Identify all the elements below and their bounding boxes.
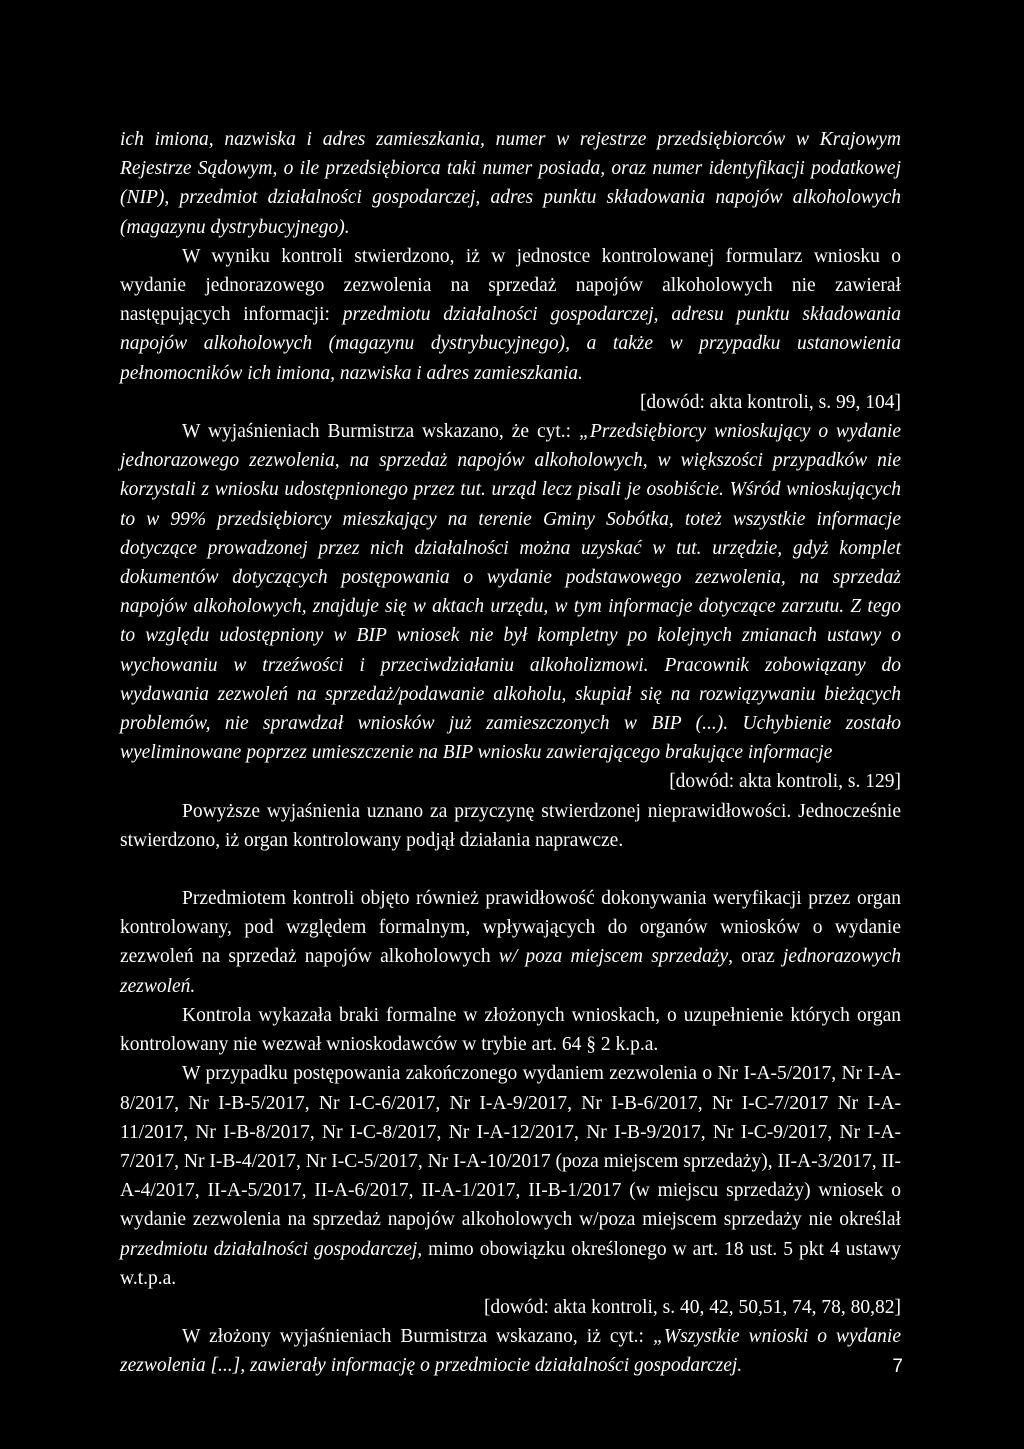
permit-list-text-2: , mimo obowiązku określonego w art. 18 ust. 5 pkt 4 ustawy w.t.p.a. [120, 1238, 901, 1289]
paragraph-verification-scope [120, 884, 901, 1001]
evidence-reference-2: [dowód: akta kontroli, s. 129] [669, 771, 901, 793]
scope-text: Przedmiotem kontroli objęto również prawidłowość dokonywania weryfikacji przez organ kontrolowany, pod względem formalnym, wpływających do organów wniosków o wydanie zezwoleń na sprzedaż napojów alkoholowych [120, 888, 901, 968]
paragraph-formal-deficiencies: Kontrola wykazała braki formalne w złożonych wnioskach, o uzupełnienie których organ kontrolowany nie wezwał wnioskodawców w trybie art. 64 § 2 k.p.a. [120, 1004, 901, 1056]
paragraph-conclusion: Powyższe wyjaśnienia uznano za przyczynę stwierdzonej nieprawidłowości. Jednocześnie stwierdzono, iż organ kontrolowany podjął działania naprawcze. [120, 800, 901, 851]
page-number: 7 [892, 1356, 903, 1377]
paragraph-second-explanation [120, 1322, 901, 1380]
permit-list-text: W przypadku postępowania zakończonego wydaniem zezwolenia o Nr I-A-5/2017, Nr I-A-8/2017, Nr I-B-5/2017, Nr I-C-6/2017, Nr I-A-9/2017, Nr I-B-6/2017, Nr I-C-7/2017 Nr I-A-11/2017, Nr I-B-8/2017, Nr I-C-8/2017, Nr I-A-12/2017, Nr I-B-9/2017, Nr I-C-9/2017, Nr I-A-7/2017, Nr I-B-4/2017, Nr I-C-5/2017, Nr I-A-10/2017 (poza miejscem sprzedaży), II-A-3/2017, II-A-4/2017, II-A-5/2017, II-A-6/2017, II-A-1/2017, II-B-1/2017 (w miejscu sprzedaży) wniosek o wydanie zezwolenia na sprzedaż napojów alkoholowych w/poza miejscem sprzedaży nie określał [120, 1063, 901, 1231]
paragraph-findings [120, 242, 901, 388]
second-explanation-quote: „Wszystkie wnioski o wydanie zezwolenia [...], zawierały informację o przedmiocie działalności gospodarczej. [120, 1326, 902, 1377]
evidence-reference-1: [dowód: akta kontroli, s. 99, 104] [639, 391, 901, 413]
paragraph-permit-list [120, 1059, 901, 1293]
document-body [120, 125, 901, 1381]
second-explanation-intro: W złożony wyjaśnieniach Burmistrza wskazano, iż cyt.: [182, 1326, 653, 1348]
scope-text-2: , oraz [728, 946, 783, 968]
section-gap [120, 855, 901, 884]
scope-emphasis-1: w/ poza miejscem sprzedaży [498, 946, 729, 968]
findings-missing-items: przedmiotu działalności gospodarczej, adresu punktu składowania napojów alkoholowych (magazynu dystrybucyjnego), a także w przypadku ustanowienia pełnomocników ich imiona, nazwiska i adres zamieszkania. [120, 304, 901, 384]
explanation-quote: „Przedsiębiorcy wnioskujący o wydanie jednorazowego zezwolenia, na sprzedaż napojów alkoholowych, w większości przypadków nie korzystali z wniosku udostępnionego przez tut. urząd lecz pisali je osobiście. Wśród wnioskujących to w 99% przedsiębiorcy mieszkający na terenie Gminy Sobótka, toteż wszystkie informacje dotyczące prowadzonej przez nich działalności można uzyskać w tut. urzędzie, gdyż komplet dokumentów dotyczących postępowania o wydanie podstawowego zezwolenia, na sprzedaż napojów alkoholowych, znajduje się w aktach urzędu, w tym informacje dotyczące zarzutu. Z tego to względu udostępniony w BIP wniosek nie był kompletny po kolejnych zmianach ustawy o wychowaniu w trzeźwości i przeciwdziałaniu alkoholizmowi. Pracownik zobowiązany do wydawania zezwoleń na sprzedaż/podawanie alkoholu, skupiał się na rozwiązywaniu bieżących problemów, nie sprawdzał wniosków już zamieszczonych w BIP (...). Uchybienie zostało wyeliminowane poprzez umieszczenie na BIP wniosku zawierającego brakujące informacje [120, 421, 901, 764]
findings-text: W wyniku kontroli stwierdzono, iż w jednostce kontrolowanej formularz wniosku o wydanie jednorazowego zezwolenia na sprzedaż napojów alkoholowych nie zawierał następujących informacji: [120, 245, 901, 326]
paragraph-continued: ich imiona, nazwiska i adres zamieszkania, numer w rejestrze przedsiębiorców w Krajowym Rejestrze Sądowym, o ile przedsiębiorca taki numer posiada, oraz numer identyfikacji podatkowej (NIP), przedmiot działalności gospodarczej, adres punktu składowania napojów alkoholowych (magazynu dystrybucyjnego). [120, 129, 901, 238]
paragraph-mayor-explanation [120, 417, 901, 767]
permit-list-emphasis: przedmiotu działalności gospodarczej [120, 1238, 418, 1260]
scope-emphasis-2: jednorazowych zezwoleń. [120, 946, 901, 997]
evidence-reference-3: [dowód: akta kontroli, s. 40, 42, 50,51, 74, 78, 80,82] [483, 1296, 901, 1318]
explanation-intro: W wyjaśnieniach Burmistrza wskazano, że cyt.: [182, 421, 579, 443]
